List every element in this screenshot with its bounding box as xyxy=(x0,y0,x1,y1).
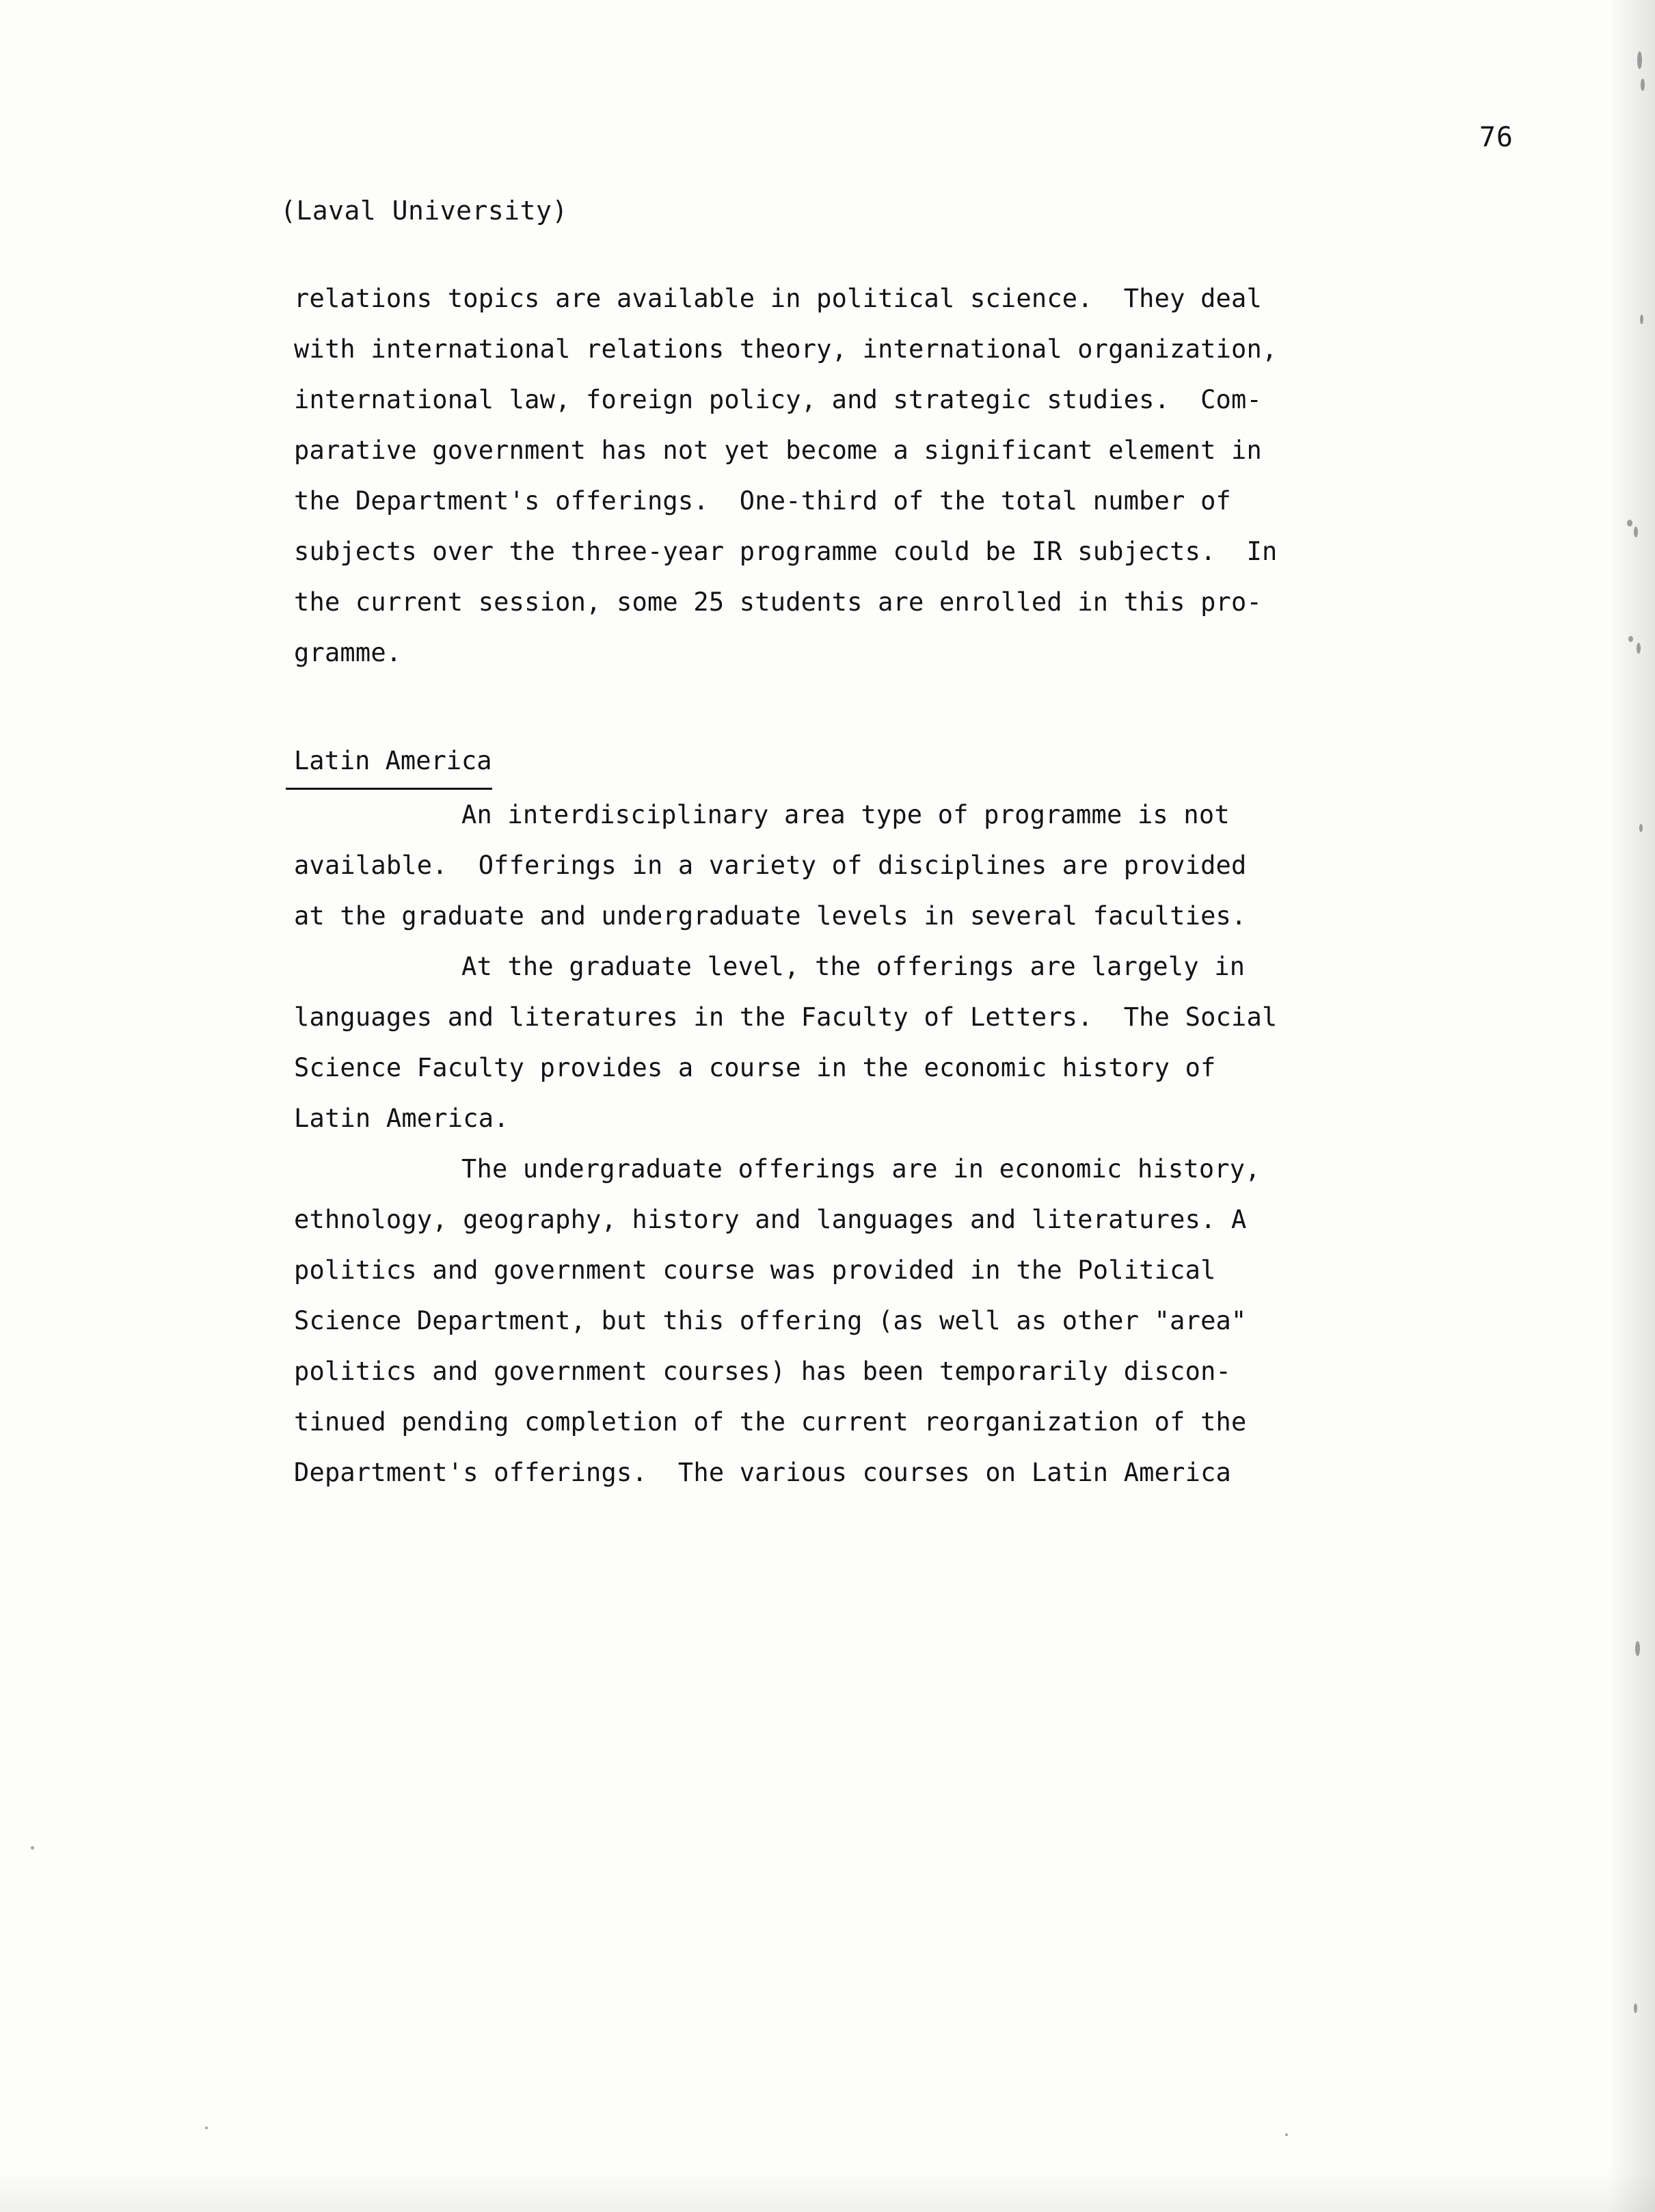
body-line-text: An interdisciplinary area type of programme is not xyxy=(461,800,1230,829)
scan-speck xyxy=(1639,824,1643,832)
scan-speck xyxy=(1285,2133,1288,2136)
body-line: Latin America. xyxy=(294,1104,509,1133)
paragraph-undergraduate xyxy=(294,1144,1408,1498)
scan-speck xyxy=(205,2127,208,2129)
section-heading-latin-america: Latin America xyxy=(286,736,492,790)
body-line: Science Department, but this offering (as well as other "area" xyxy=(294,1306,1247,1335)
scan-speck xyxy=(1637,643,1641,654)
document-body xyxy=(294,274,1408,1498)
page-number: 76 xyxy=(1479,122,1513,153)
paragraph-graduate-level xyxy=(294,942,1408,1144)
paragraph-international-relations xyxy=(294,274,1408,678)
body-line: with international relations theory, international organization, xyxy=(294,334,1278,364)
scan-speck xyxy=(1640,315,1643,324)
body-line: available. Offerings in a variety of disciplines are provided xyxy=(294,851,1247,880)
body-line: the Department's offerings. One-third of the total number of xyxy=(294,486,1232,516)
scan-edge-shadow-bottom xyxy=(0,2171,1655,2212)
scan-speck xyxy=(1637,51,1642,69)
body-line-text: The undergraduate offerings are in economic history, xyxy=(461,1154,1261,1184)
body-line: politics and government course was provided in the Political xyxy=(294,1255,1216,1285)
section-heading-row xyxy=(294,736,1408,790)
scan-speck xyxy=(1641,79,1645,91)
body-line: relations topics are available in political science. They deal xyxy=(294,284,1262,313)
scan-speck xyxy=(1627,520,1632,527)
scan-speck xyxy=(1634,527,1638,537)
scan-speck xyxy=(1634,2003,1637,2013)
body-line-text: At the graduate level, the offerings are largely in xyxy=(461,952,1246,981)
body-line: parative government has not yet become a significant element in xyxy=(294,436,1262,465)
paragraph-interdisciplinary xyxy=(294,790,1408,942)
scan-edge-shadow-right xyxy=(1607,0,1655,2212)
section-spacer xyxy=(294,678,1408,732)
body-line-first xyxy=(294,1144,1408,1195)
body-line: the current session, some 25 students are enrolled in this pro- xyxy=(294,587,1262,617)
body-line: Science Faculty provides a course in the economic history of xyxy=(294,1053,1216,1082)
body-line: at the graduate and undergraduate levels in several faculties. xyxy=(294,901,1247,931)
scan-speck xyxy=(1635,1641,1640,1656)
body-line-first xyxy=(294,790,1408,840)
body-line: ethnology, geography, history and languages and literatures. A xyxy=(294,1205,1247,1234)
scan-speck xyxy=(1628,636,1633,642)
body-line: languages and literatures in the Faculty of Letters. The Social xyxy=(294,1002,1278,1032)
body-line: gramme. xyxy=(294,638,402,667)
body-line: politics and government courses) has been temporarily discon- xyxy=(294,1357,1232,1386)
body-line: international law, foreign policy, and strategic studies. Com- xyxy=(294,385,1262,414)
running-head: (Laval University) xyxy=(280,196,568,226)
body-line: tinued pending completion of the current reorganization of the xyxy=(294,1407,1247,1437)
scan-speck xyxy=(31,1846,34,1850)
body-line: Department's offerings. The various courses on Latin America xyxy=(294,1458,1232,1487)
body-line-first xyxy=(294,942,1408,992)
body-line: subjects over the three-year programme could be IR subjects. In xyxy=(294,537,1278,566)
